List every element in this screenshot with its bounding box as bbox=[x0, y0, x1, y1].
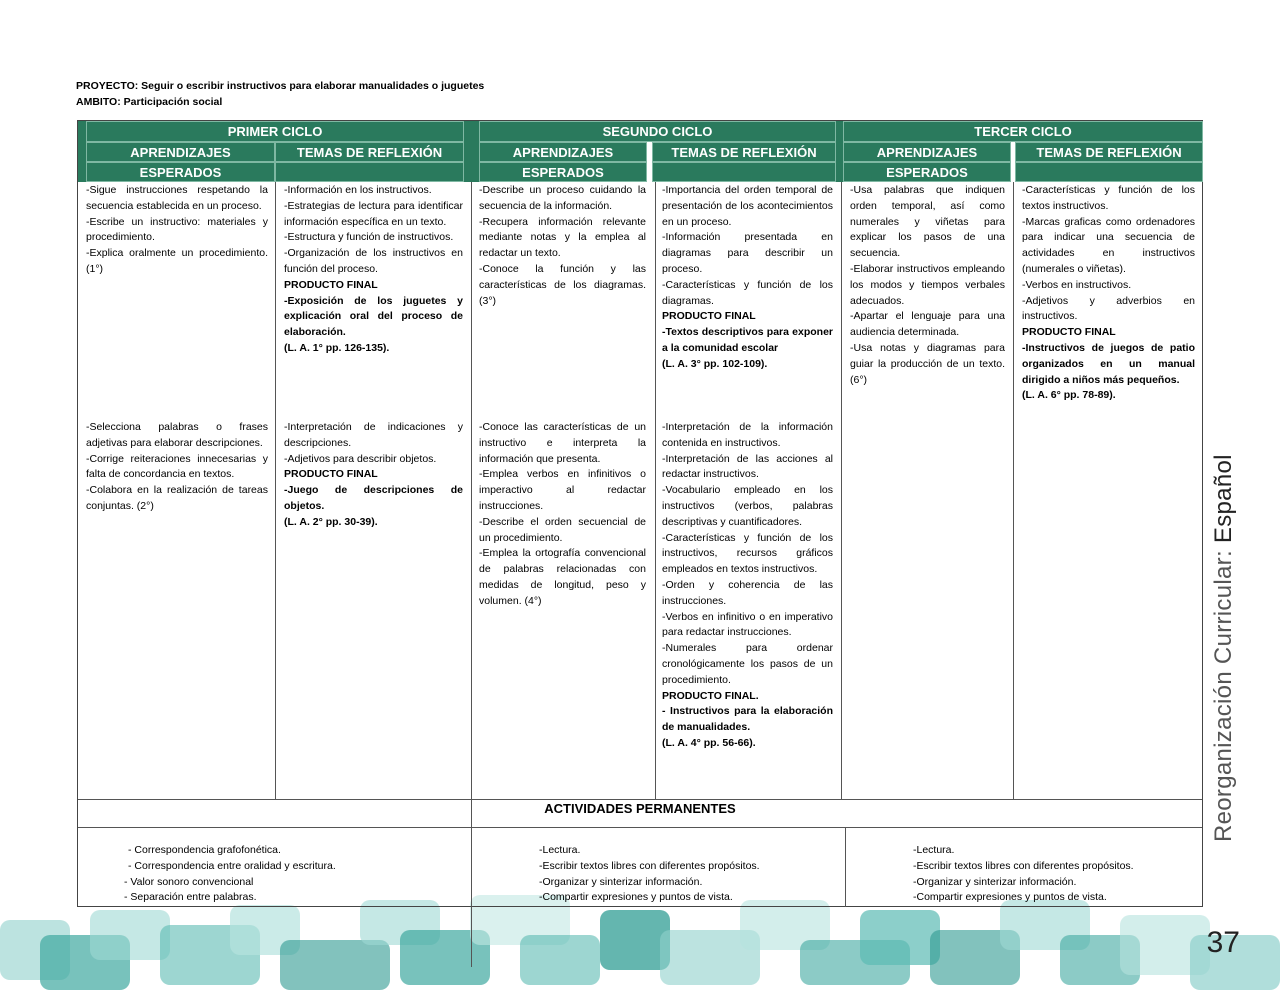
cycle-header-2: SEGUNDO CICLO bbox=[479, 121, 836, 142]
cell-r1-c3: -Describe un proceso cuidando la secuencia de la información. -Recupera información relevante mediante notas y la emplea al redactar un texto. -Conoce la función y las características de los diagramas. (3°) bbox=[479, 184, 646, 307]
permanentes-title: ACTIVIDADES PERMANENTES bbox=[544, 801, 736, 816]
ambito-text: Participación social bbox=[123, 96, 223, 108]
permanentes-col-2: -Lectura. -Escribir textos libres con diferentes propósitos. -Organizar y sinterizar información. -Compartir expresiones y puntos de vista. bbox=[539, 844, 760, 904]
permanentes-col-1: - Correspondencia grafofonética. - Correspondencia entre oralidad y escritura. - Valor sonoro convencional - Separación entre palabras. bbox=[124, 844, 336, 904]
cell-r1-c2: -Información en los instructivos. -Estrategias de lectura para identificar información específica en un texto. -Estructura y función de instructivos. -Organización de los instructivos en función del proceso. PRODUCTO FINAL -Exposición de los juguetes y explicación oral del proceso de elaboración. (L. A. 1° pp. 126-135). bbox=[284, 184, 463, 354]
col-aprendizajes-2: APRENDIZAJES bbox=[479, 142, 647, 162]
cell-r2-c4: -Interpretación de la información contenida en instructivos. -Interpretación de las acciones al redactar instructivos. -Vocabulario empleado en los instructivos (verbos, palabras descriptivas y cuantificadores. -Características y función de los instructivos, recursos gráficos empleados en textos instructivos. -Orden y coherencia de las instrucciones. -Verbos en infinitivo o en imperativo para redactar instrucciones. -Numerales para ordenar cronológicamente los pasos de un procedimiento. PRODUCTO FINAL. - Instructivos para la elaboración de manualidades. (L. A. 4° pp. 56-66). bbox=[662, 421, 833, 749]
curriculum-table bbox=[77, 120, 1203, 907]
project-text: Seguir o escribir instructivos para elaborar manualidades o juguetes bbox=[141, 80, 485, 92]
ambito-line bbox=[76, 96, 222, 108]
cell-r2-c3: -Conoce las características de un instructivo e interpreta la información que presenta. -Emplea verbos en infinitivos o imperactivo al redactar instrucciones. -Describe el orden secuencial de un procedimiento. -Emplea la ortografía convencional de palabras relacionadas con medidas de longitud, peso y volumen. (4°) bbox=[479, 421, 646, 607]
col-esperados-1: ESPERADOS bbox=[86, 162, 275, 182]
cell-r1-c1: -Sigue instrucciones respetando la secuencia establecida en un proceso. -Escribe un instructivo: materiales y procedimiento. -Explica oralmente un procedimiento. (1°) bbox=[86, 184, 268, 275]
cycle-header-3: TERCER CICLO bbox=[843, 121, 1203, 142]
col-temas-3: TEMAS DE REFLEXIÓN bbox=[1015, 142, 1203, 162]
cell-r2-c2: -Interpretación de indicaciones y descripciones. -Adjetivos para describir objetos. PRODUCTO FINAL -Juego de descripciones de objetos. (L. A. 2° pp. 30-39). bbox=[284, 421, 463, 528]
producto-final-label: PRODUCTO FINAL. bbox=[662, 689, 759, 702]
ambito-label: AMBITO: bbox=[76, 96, 121, 108]
sidebar-title-light: Reorganización Curricular: bbox=[1210, 550, 1237, 842]
cell-r2-c1: -Selecciona palabras o frases adjetivas para elaborar descripciones. -Corrige reiteraciones innecesarias y falta de concordancia en textos. -Colabora en la realización de tareas conjuntas. (2°) bbox=[86, 421, 268, 512]
sidebar-title bbox=[1210, 454, 1238, 842]
cell-r1-c6: -Características y función de los textos instructivos. -Marcas graficas como ordenadores para indicar una secuencia de actividades en instructivos (numerales o viñetas). -Verbos en instructivos. -Adjetivos y adverbios en instructivos. PRODUCTO FINAL -Instructivos de juegos de patio organizados en un manual dirigido a niños más pequeños. (L. A. 6° pp. 78-89). bbox=[1022, 184, 1195, 402]
producto-final-label: PRODUCTO FINAL bbox=[284, 468, 378, 481]
col-aprendizajes-1: APRENDIZAJES bbox=[86, 142, 275, 162]
col-esperados-3: ESPERADOS bbox=[843, 162, 1011, 182]
producto-final-label: PRODUCTO FINAL bbox=[284, 278, 378, 291]
sidebar-title-strong: Español bbox=[1210, 454, 1237, 544]
cycle-header-1: PRIMER CICLO bbox=[86, 121, 464, 142]
page-number: 37 bbox=[1206, 926, 1240, 959]
cell-r1-c5: -Usa palabras que indiquen orden temporal, así como numerales y viñetas para explicar los pasos de una secuencia. -Elaborar instructivos empleando los modos y tiempos verbales adecuados. -Apartar el lenguaje para una audiencia determinada. -Usa notas y diagramas para guiar la producción de un texto. (6°) bbox=[850, 184, 1005, 386]
col-aprendizajes-3: APRENDIZAJES bbox=[843, 142, 1011, 162]
permanentes-col-3: -Lectura. -Escribir textos libres con diferentes propósitos. -Organizar y sinterizar información. -Compartir expresiones y puntos de vista. bbox=[913, 844, 1134, 904]
col-temas-1: TEMAS DE REFLEXIÓN bbox=[275, 142, 464, 162]
col-esperados-2: ESPERADOS bbox=[479, 162, 647, 182]
project-label: PROYECTO: bbox=[76, 80, 139, 92]
col-temas-2: TEMAS DE REFLEXIÓN bbox=[652, 142, 836, 162]
project-line bbox=[76, 80, 484, 92]
producto-final-label: PRODUCTO FINAL bbox=[1022, 326, 1116, 339]
cell-r1-c4: -Importancia del orden temporal de presentación de los acontecimientos en un proceso. -Información presentada en diagramas para describir un proceso. -Características y función de los diagramas. PRODUCTO FINAL -Textos descriptivos para exponer a la comunidad escolar (L. A. 3° pp. 102-109). bbox=[662, 184, 833, 370]
producto-final-label: PRODUCTO FINAL bbox=[662, 310, 756, 323]
